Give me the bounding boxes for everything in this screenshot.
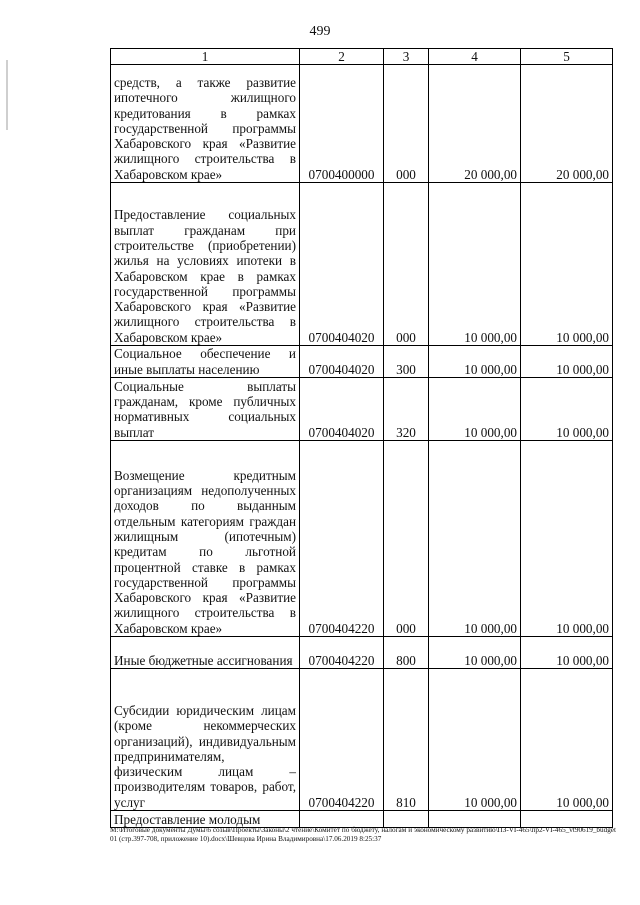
expense-type-code: 300: [384, 346, 429, 378]
expense-type-code: 000: [384, 441, 429, 637]
column-header: 1: [111, 49, 300, 65]
amount-year-2: 10 000,00: [521, 346, 613, 378]
table-row: [111, 811, 613, 828]
row-name: Социальные выплаты гражданам, кроме публичных нормативных социальных выплат: [111, 378, 300, 441]
expense-type-code: 000: [384, 65, 429, 183]
row-name: Иные бюджетные ассигнования: [111, 637, 300, 669]
target-article-code: 0700404020: [300, 183, 384, 346]
row-name: Предоставление молодым: [111, 811, 300, 828]
table-row: [111, 637, 613, 669]
amount-year-1: 10 000,00: [429, 637, 521, 669]
table-header-row: [111, 49, 613, 65]
amount-year-2: 10 000,00: [521, 637, 613, 669]
table-row: [111, 183, 613, 346]
target-article-code: 0700404220: [300, 441, 384, 637]
budget-table: [110, 48, 613, 828]
expense-type-code: 810: [384, 669, 429, 811]
page-number: 499: [309, 24, 331, 39]
amount-year-2: 10 000,00: [521, 441, 613, 637]
row-name: Возмещение кредитным организациям недополученных доходов по выданным отдельным категориям граждан жилищным (ипотечным) кредитам по льготной процентной ставке в рамках государственной программы Хабаровского края «Развитие жилищного строительства в Хабаровском крае»: [111, 441, 300, 637]
target-article-code: 0700404020: [300, 346, 384, 378]
document-file-path: M:\Итоговые документы Думы\6 созыв\Проекты\Законы\2 чтение\Комитет по бюджету, налогам и экономическому развитию\ПЗ-VI-465\пр2-VI-465_vt90619_budget01 (стр.397-708, приложение 10).docx\Шевцова Ирина Владимировна\17.06.2019 8:25:37: [110, 826, 616, 843]
target-article-code: 0700400000: [300, 65, 384, 183]
amount-year-2: 20 000,00: [521, 65, 613, 183]
column-header: 5: [521, 49, 613, 65]
target-article-code: 0700404220: [300, 637, 384, 669]
amount-year-2: 10 000,00: [521, 183, 613, 346]
table-row: [111, 441, 613, 637]
table-row: [111, 669, 613, 811]
expense-type-code: 800: [384, 637, 429, 669]
target-article-code: [300, 811, 384, 828]
table-row: [111, 346, 613, 378]
row-name: Субсидии юридическим лицам (кроме некоммерческих организаций), индивидуальным предпринимателям, физическим лицам – производителям товаров, работ, услуг: [111, 669, 300, 811]
amount-year-2: [521, 811, 613, 828]
amount-year-1: 10 000,00: [429, 441, 521, 637]
row-name: Предоставление социальных выплат гражданам при строительстве (приобретении) жилья на условиях ипотеки в Хабаровском крае в рамках государственной программы Хабаровского края «Развитие жилищного строительства в Хабаровском крае»: [111, 183, 300, 346]
amount-year-1: 10 000,00: [429, 183, 521, 346]
scan-margin-mark: [6, 60, 8, 130]
amount-year-2: 10 000,00: [521, 378, 613, 441]
amount-year-1: [429, 811, 521, 828]
expense-type-code: [384, 811, 429, 828]
target-article-code: 0700404220: [300, 669, 384, 811]
column-header: 2: [300, 49, 384, 65]
table-row: [111, 378, 613, 441]
target-article-code: 0700404020: [300, 378, 384, 441]
amount-year-1: 10 000,00: [429, 669, 521, 811]
expense-type-code: 000: [384, 183, 429, 346]
row-name: средств, а также развитие ипотечного жилищного кредитования в рамках государственной программы Хабаровского края «Развитие жилищного строительства в Хабаровском крае»: [111, 65, 300, 183]
column-header: 3: [384, 49, 429, 65]
column-header: 4: [429, 49, 521, 65]
row-name: Социальное обеспечение и иные выплаты населению: [111, 346, 300, 378]
table-row: [111, 65, 613, 183]
expense-type-code: 320: [384, 378, 429, 441]
amount-year-1: 10 000,00: [429, 378, 521, 441]
amount-year-1: 20 000,00: [429, 65, 521, 183]
amount-year-2: 10 000,00: [521, 669, 613, 811]
amount-year-1: 10 000,00: [429, 346, 521, 378]
